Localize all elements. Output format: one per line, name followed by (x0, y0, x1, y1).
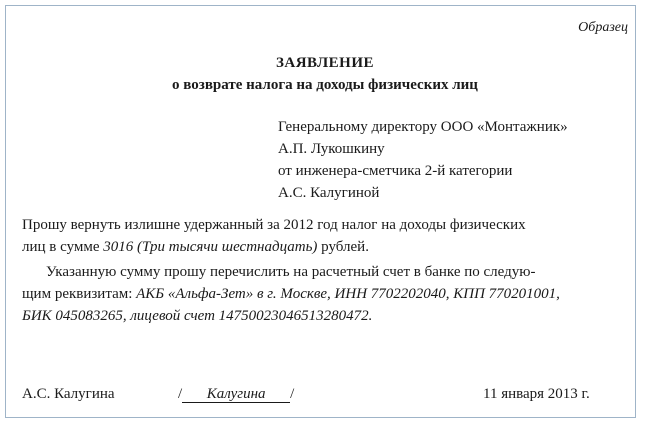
signature-slash-right: / (290, 386, 295, 402)
amount-prefix: лиц в сумме (22, 239, 104, 255)
signature-slash-left: / (178, 386, 183, 402)
amount-suffix: рублей. (317, 239, 369, 255)
addressee-line-1: Генеральному директору ООО «Монтажник» (278, 119, 568, 135)
bank-details: АКБ «Альфа-Зет» в г. Москве, ИНН 7702202040, КПП 770201001, (136, 286, 560, 302)
body-paragraph-1-line-2 (22, 239, 369, 256)
handwritten-signature: Калугина (182, 387, 290, 403)
body-paragraph-2-line-2 (22, 286, 560, 303)
body-paragraph-1-line-1: Прошу вернуть излишне удержанный за 2012 год налог на доходы физических (22, 217, 526, 233)
sample-label: Образец (578, 20, 628, 35)
body-paragraph-2-line-3: БИК 045083265, лицевой счет 14750023046513280472. (22, 308, 373, 324)
signature-block (178, 386, 294, 403)
body-paragraph-2-line-1: Указанную сумму прошу перечислить на расчетный счет в банке по следую- (46, 264, 536, 280)
details-prefix: щим реквизитам: (22, 286, 137, 302)
refund-amount: 3016 (Три тысячи шестнадцать) (103, 239, 318, 255)
addressee-line-3: от инженера-сметчика 2-й категории (278, 163, 513, 179)
document-title: ЗАЯВЛЕНИЕ (275, 55, 375, 71)
signer-name: А.С. Калугина (22, 386, 115, 402)
document-date: 11 января 2013 г. (483, 386, 590, 402)
addressee-line-4: А.С. Калугиной (278, 185, 380, 201)
addressee-line-2: А.П. Лукошкину (278, 141, 385, 157)
document-subtitle: о возврате налога на доходы физических лиц (172, 77, 478, 93)
